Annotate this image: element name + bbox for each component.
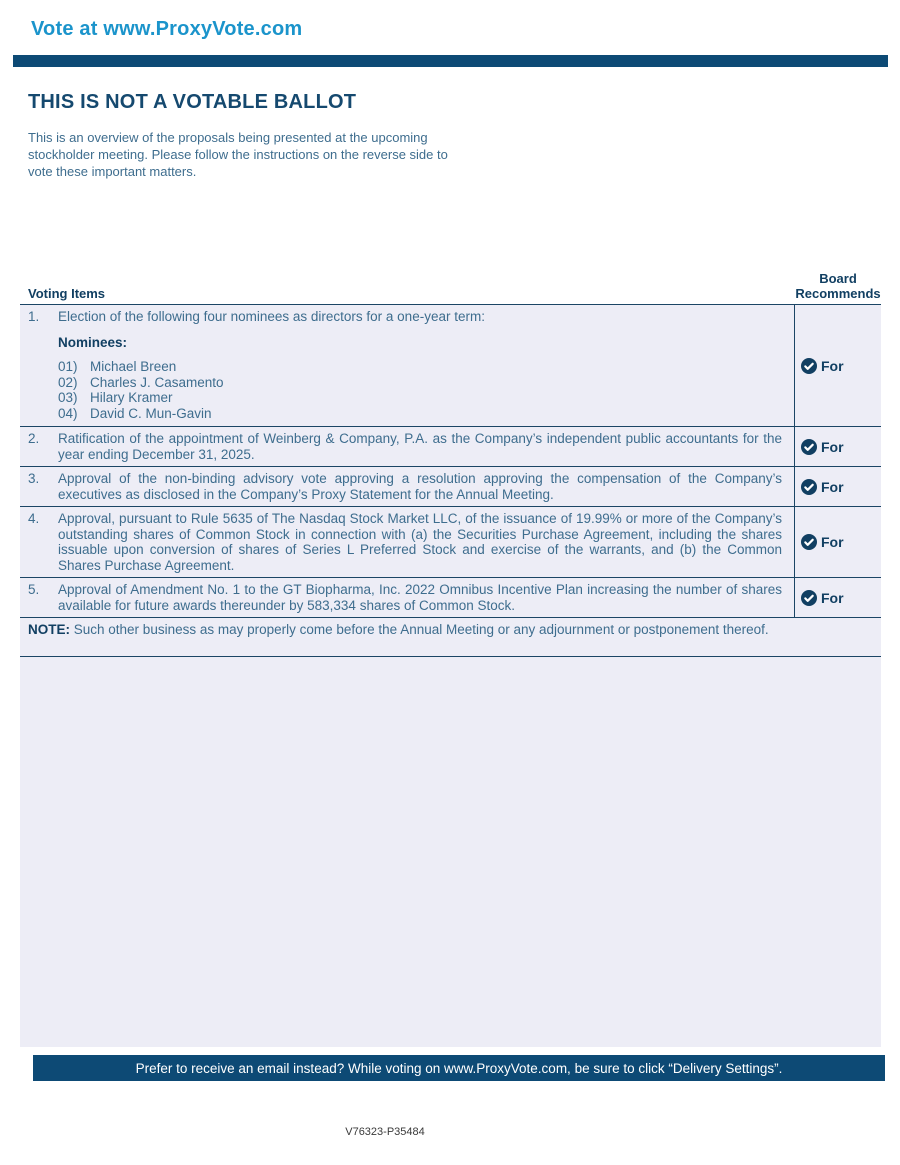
nominee-item — [58, 406, 782, 422]
nominee-number: 01) — [58, 359, 78, 374]
intro-paragraph: This is an overview of the proposals being presented at the upcoming stockholder meeting. Please follow the instructions on the reverse side to vote these important matters. — [28, 130, 448, 179]
item-3-content — [20, 467, 795, 506]
recommendation-label: For — [821, 357, 844, 374]
voting-item-row-2 — [20, 427, 881, 467]
note-body: Such other business as may properly come before the Annual Meeting or any adjournment or postponement thereof. — [73, 622, 769, 637]
voting-item-row-4 — [20, 507, 881, 578]
recommendation-cell — [795, 578, 881, 617]
vote-url-heading: Vote at www.ProxyVote.com — [31, 18, 303, 40]
nominee-number: 02) — [58, 374, 78, 390]
voting-item-row-3 — [20, 467, 881, 507]
header-divider-bar — [13, 55, 888, 67]
voting-item-row-5 — [20, 578, 881, 618]
recommendation-label: For — [821, 589, 844, 606]
item-4-content — [20, 507, 795, 577]
voting-table-header — [20, 272, 881, 304]
item-5-content — [20, 578, 795, 617]
check-circle-icon — [801, 590, 817, 606]
recommendation-cell — [795, 507, 881, 577]
voting-table-body — [20, 304, 881, 1047]
check-circle-icon — [801, 439, 817, 455]
recommendation-label: For — [821, 438, 844, 455]
recommendation-label: For — [821, 534, 844, 550]
recommendation-cell — [795, 427, 881, 466]
item-text: Approval, pursuant to Rule 5635 of The Nasdaq Stock Market LLC, of the issuance of 19.99% or more of the Company’s outstanding shares of Common Stock in connection with (a) the Securities Purchase Agreement, including the shares issuable upon conversion of shares of Series L Preferred Stock and exercise of the warrants, and (b) the Common Shares Purchase Agreement. — [58, 511, 782, 573]
nominee-name: David C. Mun-Gavin — [90, 405, 212, 421]
nominee-name: Michael Breen — [90, 359, 177, 374]
nominee-list — [58, 359, 782, 421]
check-circle-icon — [801, 479, 817, 495]
voting-item-row-1 — [20, 305, 881, 427]
board-recommends-column-header: Board Recommends — [795, 271, 881, 301]
item-text: Approval of Amendment No. 1 to the GT Biopharma, Inc. 2022 Omnibus Incentive Plan increasing the number of shares available for future awards thereunder by 583,334 shares of Common Stock. — [58, 582, 782, 613]
voting-table — [20, 272, 881, 1047]
item-text: Approval of the non-binding advisory vote approving a resolution approving the compensation of the Company’s executives as disclosed in the Company’s Proxy Statement for the Annual Meeting. — [58, 471, 782, 502]
nominee-item — [58, 375, 782, 391]
note-content — [20, 618, 881, 656]
nominee-item — [58, 359, 782, 375]
item-2-content — [20, 427, 795, 466]
nominee-name: Hilary Kramer — [90, 390, 173, 405]
nominees-label: Nominees: — [58, 334, 128, 350]
nominee-number: 03) — [58, 390, 78, 405]
item-text: Election of the following four nominees as directors for a one-year term: — [58, 309, 485, 324]
check-circle-icon — [801, 358, 817, 374]
item-text: Ratification of the appointment of Weinberg & Company, P.A. as the Company’s independent public accountants for the year ending December 31, 2025. — [58, 431, 782, 462]
note-text — [20, 622, 869, 652]
recommendation-label: For — [821, 478, 844, 495]
recommendation-cell — [795, 467, 881, 506]
recommendation-cell — [795, 305, 881, 426]
nominee-item — [58, 390, 782, 406]
item-1-content — [20, 305, 795, 426]
item-number: 5. — [28, 582, 40, 597]
footer-banner: Prefer to receive an email instead? While voting on www.ProxyVote.com, be sure to click “Delivery Settings”. — [33, 1055, 885, 1081]
item-number: 1. — [28, 309, 40, 324]
nominee-name: Charles J. Casamento — [90, 374, 224, 390]
note-row — [20, 618, 881, 657]
check-circle-icon — [801, 534, 817, 550]
item-number: 4. — [28, 511, 40, 526]
page-title: THIS IS NOT A VOTABLE BALLOT — [28, 91, 357, 113]
document-code: V76323-P35484 — [345, 1126, 425, 1138]
voting-items-column-header: Voting Items — [28, 286, 106, 301]
item-text-block — [58, 309, 782, 422]
note-label: NOTE: — [28, 622, 70, 637]
item-number: 3. — [28, 471, 40, 486]
item-number: 2. — [28, 431, 40, 446]
empty-table-area — [20, 657, 881, 1047]
nominee-number: 04) — [58, 405, 78, 421]
